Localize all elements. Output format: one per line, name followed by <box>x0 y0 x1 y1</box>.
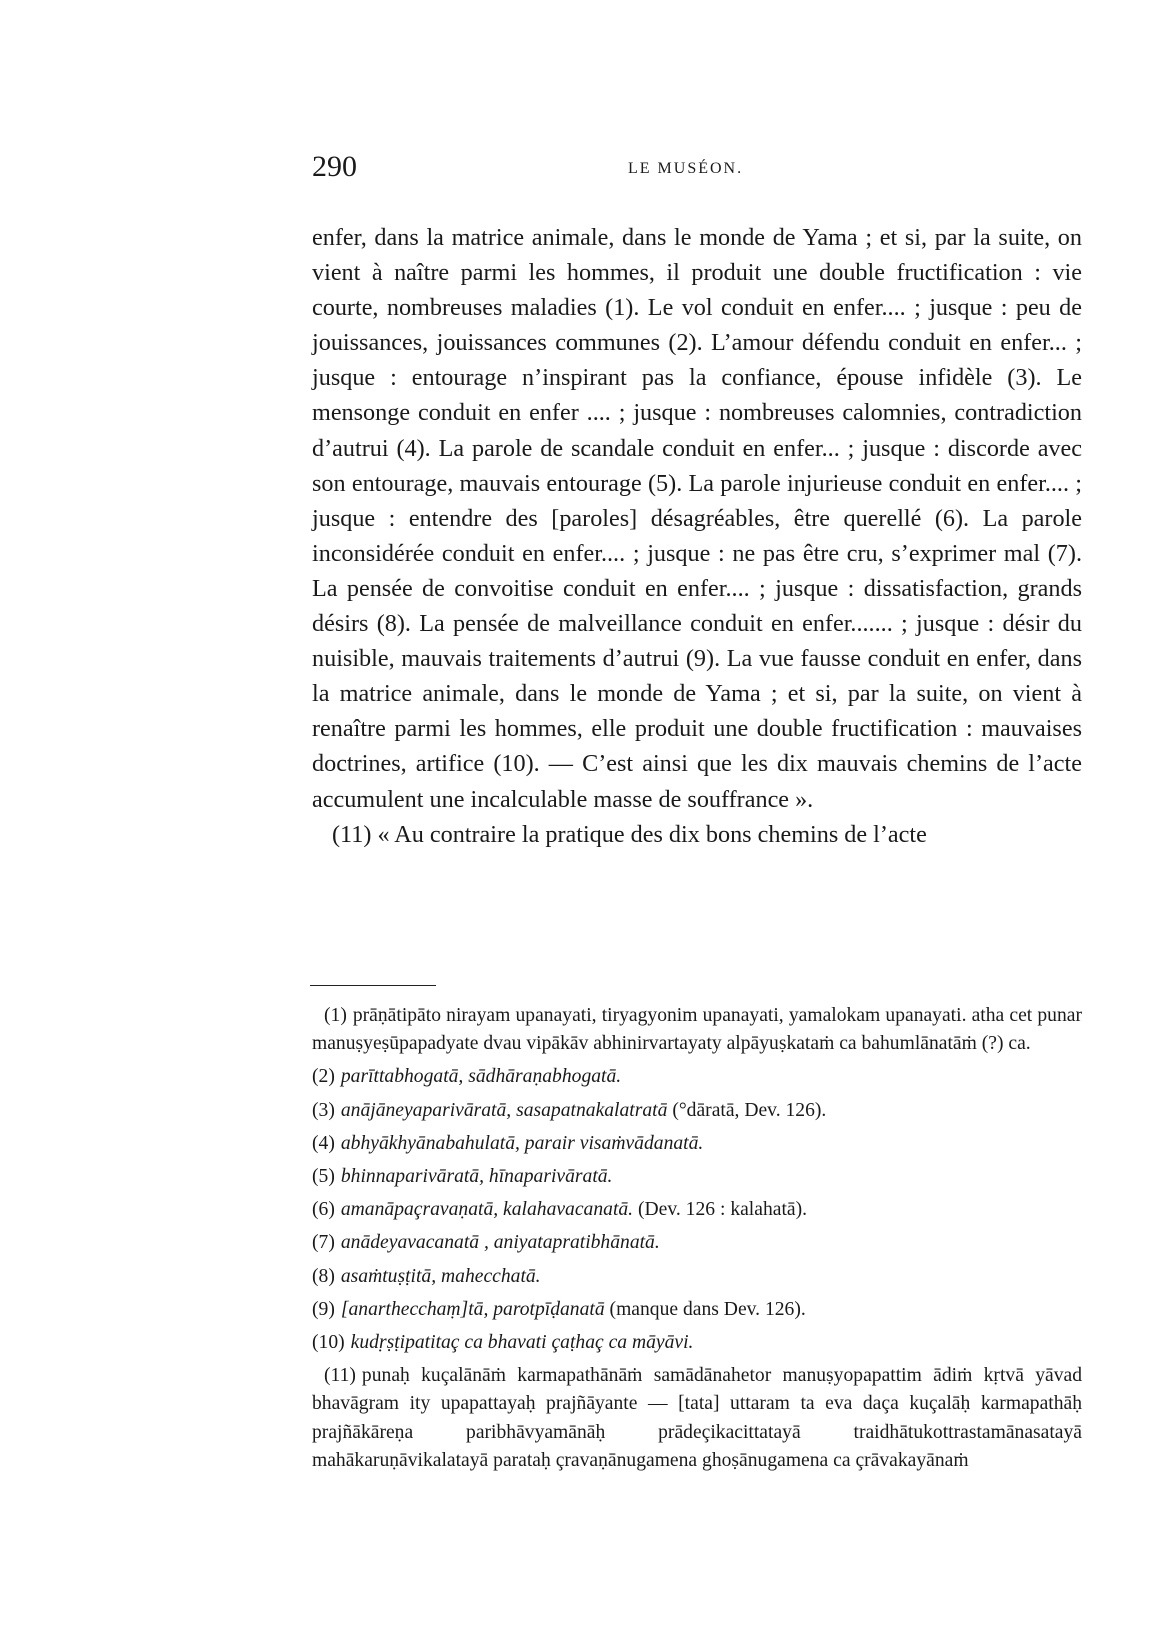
footnote-6 <box>312 1196 1082 1224</box>
footnote-italic: bhinnaparivāratā, hīnaparivāratā. <box>340 1166 613 1188</box>
footnote-number: (9) <box>312 1298 335 1320</box>
footnote-italic: abhyākhyānabahulatā, parair visaṁvādanatā. <box>340 1132 704 1154</box>
page-header <box>312 150 1082 190</box>
footnote-number: (11) <box>324 1365 356 1387</box>
footnote-roman: (°dāratā, Dev. 126). <box>667 1099 827 1121</box>
footnote-number: (5) <box>312 1166 335 1188</box>
footnote-10 <box>312 1329 1082 1357</box>
footnote-italic: parīttabhogatā, sādhāraṇabhogatā. <box>340 1066 622 1088</box>
footnote-4 <box>312 1130 1082 1158</box>
footnote-number: (7) <box>312 1232 335 1254</box>
paragraph: enfer, dans la matrice animale, dans le monde de Yama ; et si, par la suite, on vient à naître parmi les hommes, il produit une double fructification : vie courte, nombreuses maladies (1). Le vol conduit en enfer.... ; jusque : peu de jouissances, jouissances communes (2). L’amour défendu conduit en enfer... ; jusque : entourage n’inspirant pas la confiance, épouse infidèle (3). Le mensonge conduit en enfer .... ; jusque : nombreuses calomnies, contradiction d’autrui (4). La parole de scandale conduit en enfer... ; jusque : discorde avec son entourage, mauvais entourage (5). La parole injurieuse conduit en enfer.... ; jusque : entendre des [paroles] désagréables, être querellé (6). La parole inconsidérée conduit en enfer.... ; jusque : ne pas être cru, s’exprimer mal (7). La pensée de convoitise conduit en enfer.... ; jusque : dissatisfaction, grands désirs (8). La pensée de malveillance conduit en enfer....... ; jusque : désir du nuisible, mauvais traitements d’autrui (9). La vue fausse conduit en enfer, dans la matrice animale, dans le monde de Yama ; et si, par la suite, on vient à renaître parmi les hommes, elle produit une double fructification : mauvaises doctrines, artifice (10). — C’est ainsi que les dix mauvais chemins de l’acte accumulent une incalculable masse de souffrance ». <box>312 224 1082 813</box>
footnote-11 <box>312 1362 1082 1475</box>
footnote-text: punaḥ kuçalānāṁ karmapathānāṁ samādānahetor manuṣyopapattim ādiṁ kṛtvā yāvad bhavāgram ity upapattayaḥ prajñāyante — [tata] uttaram ta eva daça kuçalāḥ karmapathāḥ prajñākāreṇa paribhāvyamānāḥ prādeçikacittatayā traidhātukottrastamānasatayā mahākaruṇāvikalatayā parataḥ çravaṇānugamena ghoṣānugamena ca çrāvakayānaṁ <box>312 1365 1082 1471</box>
footnote-number: (4) <box>312 1132 335 1154</box>
footnote-italic: asaṁtuṣṭitā, mahecchatā. <box>340 1265 541 1287</box>
footnote-number: (3) <box>312 1099 335 1121</box>
footnote-italic: kudṛṣṭipatitaç ca bhavati çaṭhaç ca māyāvi. <box>350 1332 694 1354</box>
footnote-7 <box>312 1229 1082 1257</box>
paragraph: (11) « Au contraire la pratique des dix bons chemins de l’acte <box>332 820 927 848</box>
footnote-italic: amanāpaçravaṇatā, kalahavacanatā. <box>340 1199 634 1221</box>
running-title: LE MUSÉON. <box>628 160 744 177</box>
footnote-number: (1) <box>324 1005 347 1026</box>
footnote-3 <box>312 1097 1082 1125</box>
footnote-number: (2) <box>312 1066 335 1088</box>
footnote-9 <box>312 1296 1082 1324</box>
footnote-italic: anājāneyaparivāratā, sasapatnakalatratā <box>340 1099 668 1121</box>
footnote-separator <box>310 985 436 986</box>
footnote-2 <box>312 1063 1082 1091</box>
footnote-italic: anādeyavacanatā , aniyatapratibhānatā. <box>340 1232 660 1254</box>
footnotes <box>312 1002 1082 1480</box>
footnote-1 <box>312 1002 1082 1058</box>
footnote-text: prāṇātipāto nirayam upanayati, tiryagyonim upanayati, yamalokam upanayati. atha cet punar manuṣyeṣūpapadyate dvau vipākāv abhinirvartayaty alpāyuṣkataṁ ca bahumlānatāṁ (?) ca. <box>312 1005 1082 1055</box>
footnote-5 <box>312 1163 1082 1191</box>
footnote-roman: (Dev. 126 : kalahatā). <box>633 1199 808 1221</box>
footnote-8 <box>312 1263 1082 1291</box>
main-text <box>312 220 1082 852</box>
page-number: 290 <box>312 150 357 183</box>
footnote-number: (8) <box>312 1265 335 1287</box>
footnote-number: (10) <box>312 1332 345 1354</box>
footnote-roman: (manque dans Dev. 126). <box>604 1298 806 1320</box>
footnote-italic: [anarthecchaṃ]tā, parotpīḍanatā <box>340 1298 605 1320</box>
footnote-number: (6) <box>312 1199 335 1221</box>
